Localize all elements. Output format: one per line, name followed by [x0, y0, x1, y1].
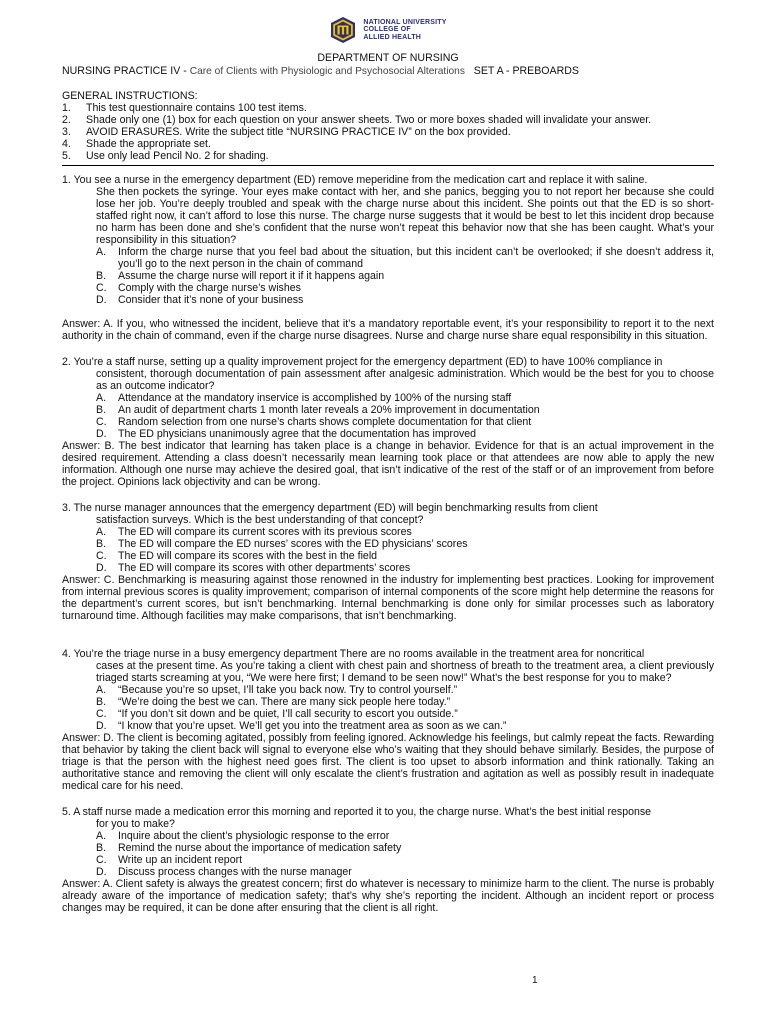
- instruction-number: 2.: [62, 114, 71, 126]
- question-stem: for you to make?: [96, 818, 175, 830]
- spacer: [62, 342, 714, 356]
- option-item: [96, 696, 714, 708]
- instruction-item: [62, 114, 714, 126]
- option-letter: A.: [96, 830, 107, 842]
- option-text: Assume the charge nurse will report it if it happens again: [118, 270, 385, 282]
- logo-line: NATIONAL UNIVERSITY: [363, 18, 447, 26]
- option-letter: C.: [96, 282, 107, 294]
- question-block: [62, 806, 714, 914]
- option-item: [96, 854, 714, 866]
- option-item: [96, 866, 714, 878]
- instruction-text: Shade only one (1) box for each question on your answer sheets. Two or more boxes shaded will invalidate your answer.: [86, 114, 652, 126]
- option-letter: D.: [96, 562, 107, 574]
- question-stem-lead: 2. You’re a staff nurse, setting up a quality improvement project for the emergency department (ED) to have 100% compliance in: [62, 356, 663, 368]
- instructions-list: [62, 102, 714, 162]
- question-block: [62, 648, 714, 806]
- instruction-text: Use only lead Pencil No. 2 for shading.: [86, 150, 269, 162]
- option-text: “Because you’re so upset, I’ll take you back now. Try to control yourself.”: [118, 684, 458, 696]
- option-item: [96, 526, 714, 538]
- course-line: [62, 65, 714, 78]
- spacer: [62, 622, 714, 648]
- question-block: [62, 356, 714, 502]
- spacer: [62, 306, 714, 318]
- option-letter: C.: [96, 708, 107, 720]
- option-item: [96, 708, 714, 720]
- answer-rationale: Answer: A. If you, who witnessed the incident, believe that it’s a mandatory reportable event, it’s your responsibility to report it to the next authority in the chain of command, even if the charge nurse disagrees. Nurse and charge nurse share equal responsibility in this situation.: [62, 318, 714, 342]
- instruction-text: This test questionnaire contains 100 test items.: [86, 102, 307, 114]
- document-page: [62, 14, 714, 914]
- option-item: [96, 392, 714, 404]
- option-item: [96, 684, 714, 696]
- exam-set: SET A - PREBOARDS: [473, 65, 579, 77]
- instruction-number: 1.: [62, 102, 71, 114]
- option-item: [96, 282, 714, 294]
- option-letter: B.: [96, 696, 107, 708]
- course-title: NURSING PRACTICE IV -: [62, 65, 187, 77]
- options-list: [62, 830, 714, 878]
- option-letter: A.: [96, 392, 107, 404]
- instruction-item: [62, 150, 714, 162]
- question-stem: satisfaction surveys. Which is the best understanding of that concept?: [96, 514, 424, 526]
- option-letter: C.: [96, 550, 107, 562]
- option-letter: C.: [96, 854, 107, 866]
- option-text: Attendance at the mandatory inservice is accomplished by 100% of the nursing staff: [118, 392, 512, 404]
- option-letter: D.: [96, 428, 107, 440]
- option-text: Consider that it’s none of your business: [118, 294, 304, 306]
- option-item: [96, 830, 714, 842]
- question-block: [62, 174, 714, 356]
- option-text: The ED will compare its current scores with its previous scores: [118, 526, 412, 538]
- option-item: [96, 416, 714, 428]
- option-text: Inquire about the client’s physiologic response to the error: [118, 830, 390, 842]
- option-letter: A.: [96, 526, 107, 538]
- option-letter: D.: [96, 866, 107, 878]
- logo-wordmark: [363, 19, 446, 42]
- option-letter: D.: [96, 720, 107, 732]
- option-item: [96, 294, 714, 306]
- option-text: The ED will compare its scores with other departments’ scores: [118, 562, 411, 574]
- instruction-item: [62, 126, 714, 138]
- answer-rationale: Answer: A. Client safety is always the greatest concern; first do whatever is necessary to minimize harm to the client. The nurse is probably already aware of the importance of medication safety; that’s why she’s reporting the incident. Although an incident report or process changes may be required, it can be done after ensuring that the client is all right.: [62, 878, 714, 914]
- option-text: The ED will compare its scores with the best in the field: [118, 550, 378, 562]
- option-item: [96, 404, 714, 416]
- option-text: Comply with the charge nurse’s wishes: [118, 282, 301, 294]
- question-stem-lead: 3. The nurse manager announces that the emergency department (ED) will begin benchmarking results from client: [62, 502, 598, 514]
- option-text: “I know that you’re upset. We’ll get you into the treatment area as soon as we can.”: [118, 720, 507, 732]
- question-stem-lead: 4. You’re the triage nurse in a busy emergency department There are no rooms available in the treatment area for noncritical: [62, 648, 645, 660]
- spacer: [62, 792, 714, 806]
- options-list: [62, 246, 714, 306]
- option-letter: C.: [96, 416, 107, 428]
- spacer: [62, 488, 714, 502]
- question-stem: cases at the present time. As you’re taking a client with chest pain and shortness of breath to the treatment area, a client previously triaged starts screaming at you, “We were here first; I demand to be seen now!” What’s the best response for you to make?: [96, 660, 714, 684]
- option-item: [96, 428, 714, 440]
- option-text: Discuss process changes with the nurse manager: [118, 866, 352, 878]
- options-list: [62, 684, 714, 732]
- option-letter: B.: [96, 404, 107, 416]
- option-text: “We’re doing the best we can. There are many sick people here today.”: [118, 696, 451, 708]
- answer-rationale: Answer: B. The best indicator that learning has taken place is a change in behavior. Evidence for that is an actual improvement in the desired requirement. Attending a class doesn’t necessarily mean learning took place or that attendees are now able to apply the new information. Although one nurse may achieve the desired goal, that isn’t indicative of the rest of the staff or of an improvement from before the project. Opinions lack objectivity and can be wrong.: [62, 440, 714, 488]
- answer-rationale: Answer: C. Benchmarking is measuring against those renowned in the industry for implementing best practices. Looking for improvement from internal previous scores is quality improvement; comparison of internal components of the score might help determine the reasons for the department’s current scores, but isn’t benchmarking. Internal benchmarking is done only for similar processes such as laboratory turnaround time. Although facilities may make comparisons, that isn’t benchmarking.: [62, 574, 714, 622]
- question-stem: consistent, thorough documentation of pain assessment after analgesic administration. Which would be the best for you to choose as an outcome indicator?: [96, 368, 714, 392]
- options-list: [62, 392, 714, 440]
- option-letter: D.: [96, 294, 107, 306]
- instructions-title: GENERAL INSTRUCTIONS:: [62, 90, 198, 102]
- option-letter: A.: [96, 246, 107, 258]
- option-text: Remind the nurse about the importance of medication safety: [118, 842, 402, 854]
- option-letter: B.: [96, 538, 107, 550]
- divider: [62, 165, 714, 166]
- option-letter: A.: [96, 684, 107, 696]
- option-item: [96, 246, 714, 270]
- question-stem: She then pockets the syringe. Your eyes make contact with her, and she panics, begging you to not report her because she could lose her job. You’re deeply troubled and speak with the charge nurse about this incident. She points out that the ED is so short-staffed right now, it can’t afford to lose this nurse. The charge nurse suggests that it would be best to let this incident drop because no harm has been done and she’s confident that the nurse won’t repeat this behavior now that she has been caught. What’s your responsibility in this situation?: [96, 186, 714, 246]
- course-subtitle: Care of Clients with Physiologic and Psychosocial Alterations: [189, 66, 465, 77]
- option-item: [96, 550, 714, 562]
- page-number: 1: [532, 975, 538, 986]
- option-item: [96, 720, 714, 732]
- option-item: [96, 538, 714, 550]
- option-text: The ED physicians unanimously agree that the documentation has improved: [118, 428, 477, 440]
- instruction-number: 3.: [62, 126, 71, 138]
- option-text: Random selection from one nurse’s charts shows complete documentation for that client: [118, 416, 532, 428]
- answer-rationale: Answer: D. The client is becoming agitated, possibly from feeling ignored. Acknowledge his feelings, but calmly repeat the facts. Rewarding that behavior by taking the client back will signal to everyone else who’s waiting that they should behave similarly. Besides, the purpose of triage is that the person with the highest need goes first. The client is too upset to absorb information and think rationally. Taking an authoritative stance and removing the client will only escalate the client’s frustration and agitation as well as possibly result in inadequate medical care for his need.: [62, 732, 714, 792]
- question-stem-lead: 5. A staff nurse made a medication error this morning and reported it to you, the charge nurse. What’s the best initial response: [62, 806, 652, 818]
- logo-line: COLLEGE OF: [363, 26, 411, 34]
- instruction-text: Shade the appropriate set.: [86, 138, 211, 150]
- question-block: [62, 502, 714, 648]
- option-letter: B.: [96, 842, 107, 854]
- department-title: DEPARTMENT OF NURSING: [317, 52, 459, 64]
- option-item: [96, 270, 714, 282]
- option-text: “If you don’t sit down and be quiet, I’ll call security to escort you outside.”: [118, 708, 458, 720]
- instruction-text: AVOID ERASURES. Write the subject title “NURSING PRACTICE IV” on the box provided.: [86, 126, 511, 138]
- instruction-number: 5.: [62, 150, 71, 162]
- option-text: An audit of department charts 1 month later reveals a 20% improvement in documentation: [118, 404, 540, 416]
- instruction-number: 4.: [62, 138, 71, 150]
- logo-line: ALLIED HEALTH: [363, 33, 422, 41]
- question-stem-lead: 1. You see a nurse in the emergency department (ED) remove meperidine from the medication cart and replace it with saline.: [62, 174, 648, 186]
- option-text: The ED will compare the ED nurses’ scores with the ED physicians’ scores: [118, 538, 468, 550]
- instruction-item: [62, 102, 714, 114]
- university-seal-icon: [329, 16, 357, 44]
- options-list: [62, 526, 714, 574]
- instruction-item: [62, 138, 714, 150]
- option-item: [96, 842, 714, 854]
- logo: [62, 14, 714, 46]
- questions-section: [62, 174, 714, 914]
- option-text: Write up an incident report: [118, 854, 243, 866]
- option-letter: B.: [96, 270, 107, 282]
- option-text: Inform the charge nurse that you feel bad about the situation, but this incident can’t be overlooked; if she doesn’t address it, you’ll go to the next person in the chain of command: [118, 246, 714, 270]
- option-item: [96, 562, 714, 574]
